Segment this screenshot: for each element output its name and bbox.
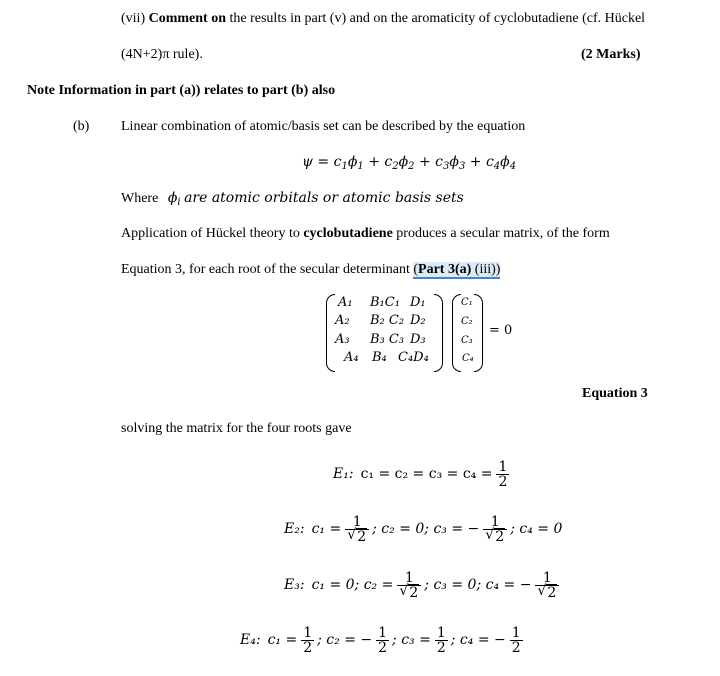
where-math: are atomic orbitals or atomic basis sets (184, 190, 464, 206)
root-e3: E₃: c₁ = 0; c₂ = 1 √ 2 ; c₃ = 0; c₄ = − 1 √ 2 (284, 565, 562, 605)
vector-right-paren (474, 294, 483, 372)
matrix-cell: C₄D₄ (398, 350, 429, 365)
fraction-half: $\frac{1}{2}$ (378, 624, 388, 656)
matrix-cell: A₂ (335, 313, 350, 328)
matrix-cell: A₄ (344, 350, 359, 365)
root-label: E₂: (284, 521, 305, 537)
vector-cell: C₂ (461, 316, 473, 327)
phi-i-symbol: $\phi_i$ (167, 190, 181, 208)
secular-matrix (326, 294, 526, 372)
matrix-cell: D₃ (410, 332, 426, 347)
question-text: the results in part (v) and on the aromaticity of cyclobutadiene (cf. Hückel (229, 11, 646, 26)
matrix-cell: B₂ C₂ (370, 313, 405, 328)
fraction-half: $\frac{1}{2}$ (436, 624, 446, 656)
root-label: E₃: (284, 577, 305, 593)
matrix-cell: B₃ C₃ (370, 332, 405, 347)
root-e1: E₁: c₁ = c₂ = c₃ = c₄ = $\frac{1}{2}$ (333, 458, 508, 490)
root-label: E₁: (333, 466, 354, 482)
root-label: E₄: (240, 632, 261, 648)
lcao-equation: $\psi = c_1\phi_1 + c_2\phi_2 + c_3\phi_3 + c_4\phi_4$ (302, 154, 517, 172)
matrix-cell: D₁ (410, 295, 426, 310)
part-b-intro: Linear combination of atomic/basis set can be described by the equation (121, 119, 526, 134)
equation3-text: Equation 3, for each root of the secular determinant (121, 262, 410, 277)
where-word: Where (121, 191, 159, 206)
application-bold: cyclobutadiene (303, 226, 393, 241)
vector-cell: C₄ (462, 353, 474, 364)
matrix-cell: D₂ (410, 313, 426, 328)
equation3-line (121, 262, 500, 278)
root-e2: E₂: c₁ = 1 √ 2 ; c₂ = 0; c₃ = − 1 √ 2 ; c₄ = 0 (284, 509, 565, 549)
fraction-half: $\frac{1}{2}$ (303, 624, 313, 656)
equation-3-label: Equation 3 (582, 386, 648, 401)
matrix-left-paren (326, 294, 335, 372)
part-reference-highlight[interactable]: (Part 3(a) (iii)) (413, 262, 501, 277)
application-text-1: Application of Hückel theory to (121, 226, 300, 241)
matrix-cell: B₁C₁ (370, 295, 400, 310)
application-text-2: produces a secular matrix, of the form (396, 226, 610, 241)
where-line (121, 190, 464, 208)
root-e4: E₄: c₁ = $\frac{1}{2}$ ; c₂ = − $\frac{1}{2}$ ; c₃ = $\frac{1}{2}$ ; c₄ = − $\frac{1}{2}$ (240, 624, 521, 656)
matrix-cell: B₄ (372, 350, 387, 365)
fraction-inv-sqrt2: 1 √ 2 (483, 515, 507, 544)
marks-label: (2 Marks) (581, 47, 641, 62)
question-bold-lead: Comment on (148, 11, 226, 26)
fraction-inv-sqrt2: 1 √ 2 (397, 571, 421, 600)
question-vii-line2: (4N+2)π rule). (121, 47, 203, 62)
question-vii (121, 11, 645, 27)
fraction-inv-sqrt2: 1 √ 2 (535, 571, 559, 600)
matrix-cell: A₃ (335, 332, 350, 347)
matrix-equals: = 0 (489, 323, 513, 338)
fraction-half: $\frac{1}{2}$ (511, 624, 521, 656)
matrix-cell: A₁ (338, 295, 353, 310)
matrix-right-paren (434, 294, 443, 372)
part-reference-rest: (iii)) (471, 262, 501, 277)
solving-text: solving the matrix for the four roots gave (121, 421, 352, 436)
application-line (121, 226, 610, 242)
vector-cell: C₁ (461, 297, 473, 308)
fraction-half: $\frac{1}{2}$ (498, 458, 508, 490)
question-label: (vii) (121, 11, 146, 26)
part-b-label: (b) (73, 119, 90, 134)
part-reference-bold: Part 3(a) (418, 262, 472, 277)
vector-left-paren (452, 294, 461, 372)
vector-cell: C₃ (461, 335, 473, 346)
note-text: Note Information in part (a)) relates to part (b) also (27, 83, 336, 98)
fraction-inv-sqrt2: 1 √ 2 (345, 515, 369, 544)
